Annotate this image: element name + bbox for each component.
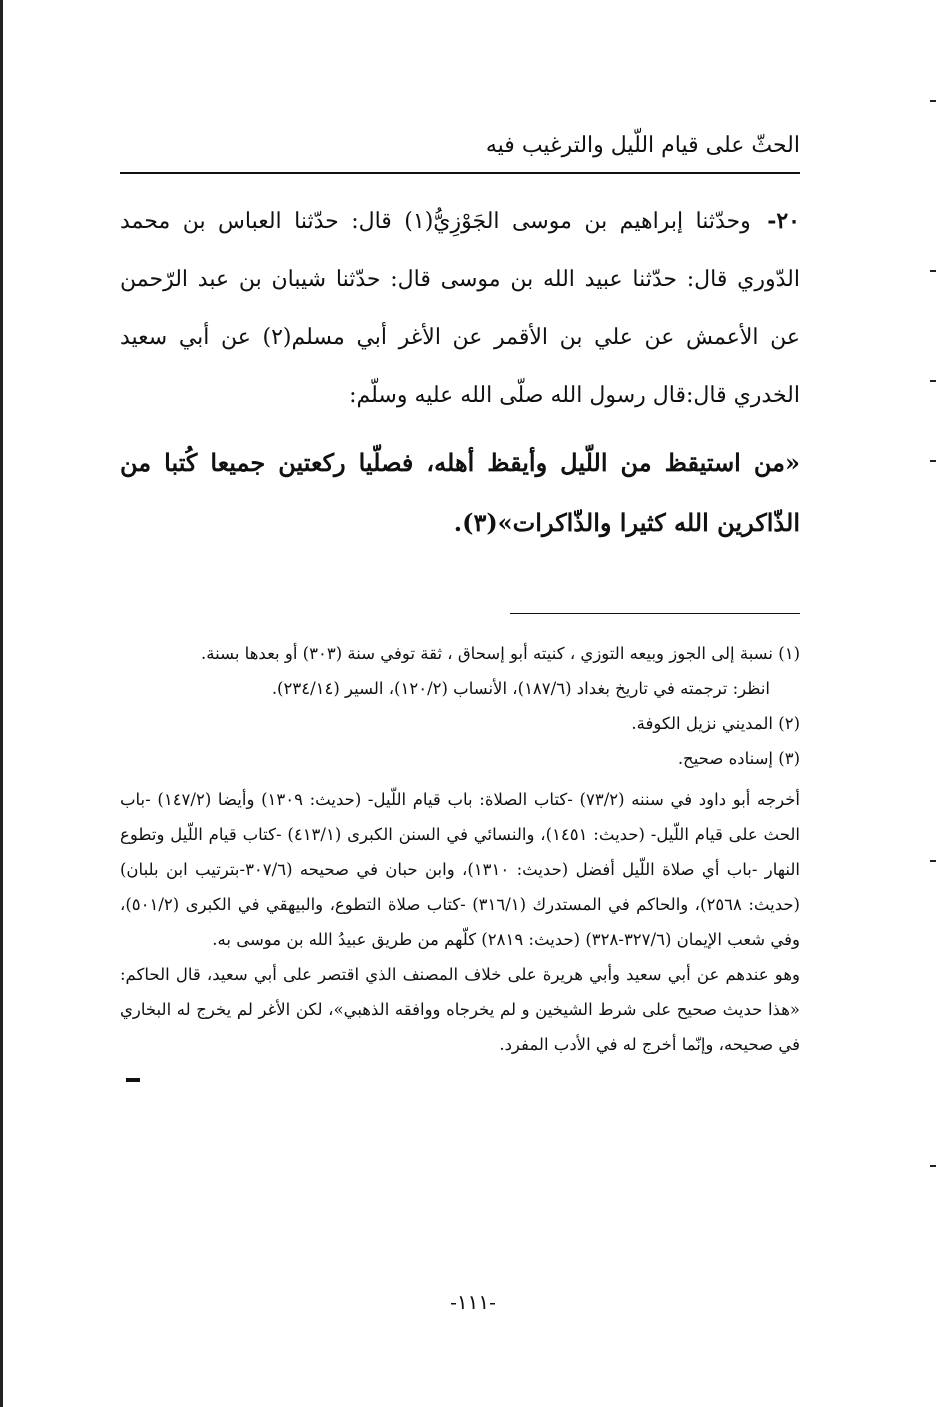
footnote-3-note: وهو عندهم عن أبي سعيد وأبي هريرة على خلاف المصنف الذي اقتصر على أبي سعيد، قال الحاكم: «هذا حديث صحيح على شرط الشيخين و لم يخرجاه ووافقه الذهبي»، لكن الأغر لم يخرج له البخاري في صحيحه، وإنّما أخرج له في الأدب المفرد. (120, 965, 800, 1054)
footnote-3: (٣) إسناده صحيح. (677, 749, 800, 768)
footnotes (120, 636, 800, 1092)
hadith-text (120, 192, 800, 425)
header-title: الحثّ على قيام اللّيل والترغيب فيه (485, 133, 800, 158)
hadith-number: ٢٠- (767, 208, 800, 234)
page-number: -١١١- (450, 1290, 496, 1314)
footnote-1-reference: انظر: ترجمته في تاريخ بغداد (١٨٧/٦)، الأنساب (١٢٠/٢)، السير (٢٣٤/١٤). (271, 679, 770, 698)
footnote-2: (٢) المديني نزيل الكوفة. (631, 714, 800, 733)
continuation-mark (120, 1072, 800, 1092)
footnote-3-takhrij: أخرجه أبو داود في سننه (٧٣/٢) -كتاب الصلاة: باب قيام اللّيل- (حديث: ١٣٠٩) وأيضا (١٤٧/٢) -باب الحث على قيام اللّيل- (حديث: ١٤٥١)، والنسائي في السنن الكبرى (٤١٣/١) -كتاب قيام اللّيل وتطوع النهار -باب أي صلاة اللّيل أفضل (حديث: ١٣١٠)، وابن حبان في صحيحه (٣٠٧/٦-بترتيب ابن بلبان) (حديث: ٢٥٦٨)، والحاكم في المستدرك (٣١٦/١) -كتاب صلاة التطوع، والبيهقي في الكبرى (٥٠١/٢)، وفي شعب الإيمان (٣٢٧/٦-٣٢٨) (حديث: ٢٨١٩) كلّهم من طريق عبيدُ الله بن موسى به. (120, 790, 800, 949)
margin-mark (930, 380, 936, 382)
margin-mark (930, 460, 936, 462)
margin-mark (930, 860, 936, 862)
footnote-1: (١) نسبة إلى الجوز وبيعه التوزي ، كنيته أبو إسحاق ، ثقة توفي سنة (٣٠٣) أو بعدها بسنة. (201, 644, 800, 663)
running-header (120, 120, 800, 174)
scan-edge (0, 0, 3, 1407)
margin-mark (930, 100, 936, 102)
margin-mark (930, 1165, 936, 1167)
margin-mark (930, 270, 936, 272)
hadith-isnad: وحدّثنا إبراهيم بن موسى الجَوْزِيُّ(١) قال: حدّثنا العباس بن محمد الدّوري قال: حدّثنا عبيد الله بن موسى قال: حدّثنا شيبان بن عبد الرّحمن عن الأعمش عن علي بن الأقمر عن الأغر أبي مسلم(٢) عن أبي سعيد الخدري قال:قال رسول الله صلّى الله عليه وسلّم: (120, 209, 800, 408)
page (120, 120, 800, 1092)
footnote-separator (510, 613, 800, 614)
hadith-matn: «من استيقظ من اللّيل وأيقظ أهله، فصلّيا ركعتين جميعا كُتبا من الذّاكرين الله كثيرا والذّاكرات»(٣). (120, 448, 800, 537)
